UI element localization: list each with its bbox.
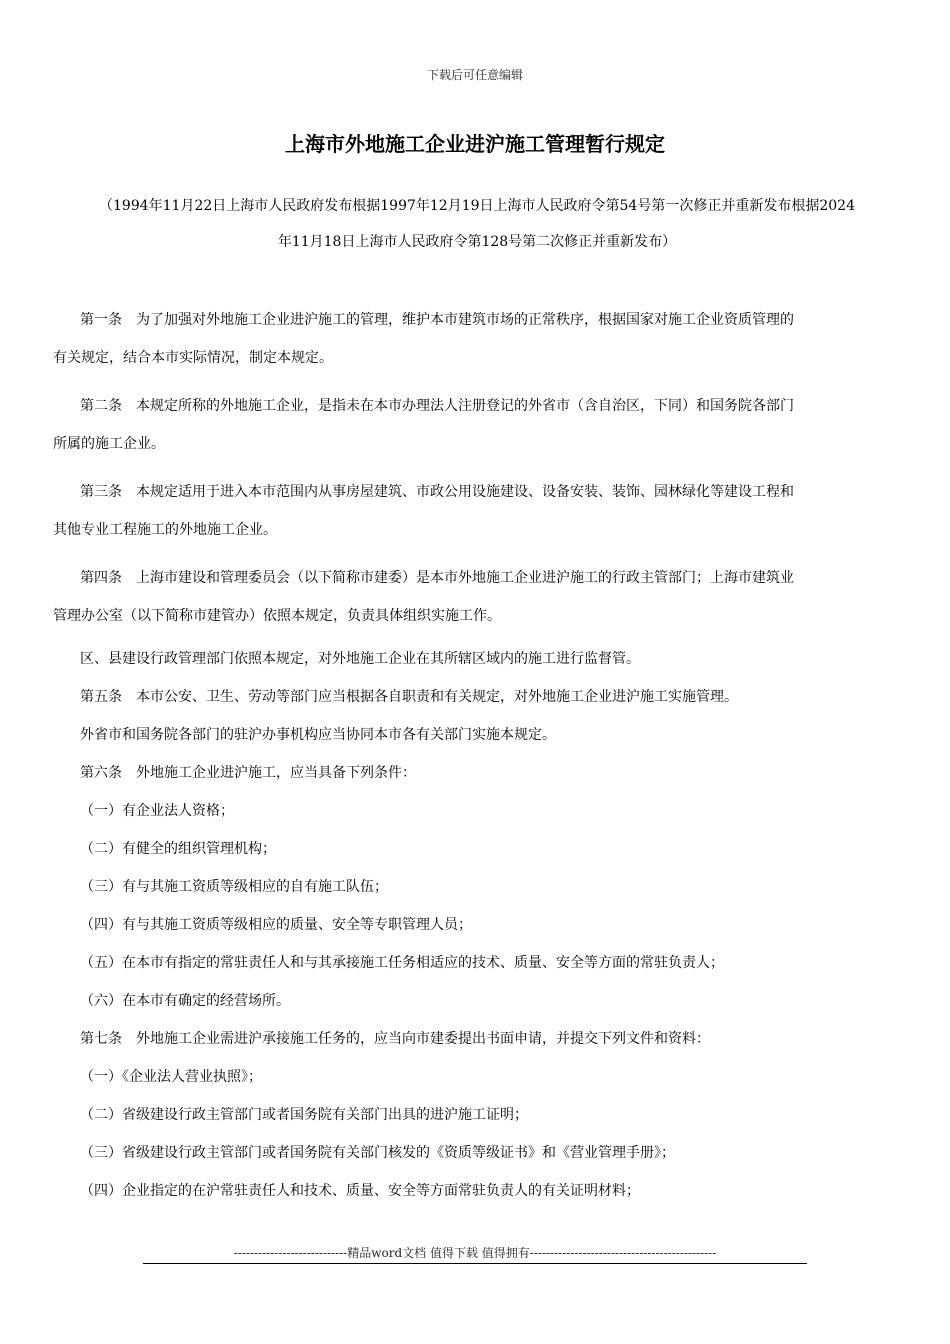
article-4-paragraph-2: 区、县建设行政管理部门依照本规定，对外地施工企业在其所辖区域内的施工进行监督管。 [80,651,640,667]
footer-text: ----------------------------精品word文档 值得下载 值得拥有---------------------------------------------- [233,1246,717,1260]
subtitle-line-2: 年11月18日上海市人民政府令第128号第二次修正并重新发布） [277,234,677,250]
document-body [53,301,894,1215]
article-2-line-1: 第二条 本规定所称的外地施工企业，是指未在本市办理法人注册登记的外省市（含自治区，下同）和国务院各部门 [80,398,794,414]
document-title: 上海市外地施工企业进沪施工管理暂行规定 [285,132,665,156]
article-6-item: （六）在本市有确定的经营场所。 [80,993,290,1009]
article-7: 第七条 外地施工企业需进沪承接施工任务的，应当向市建委提出书面申请，并提交下列文件和资料： [80,1031,710,1047]
article-4-line-2: 管理办公室（以下简称市建管办）依照本规定，负责具体组织实施工作。 [53,608,501,624]
article-3 [53,473,894,549]
document-subtitle [44,188,910,260]
article-6: 第六条 外地施工企业进沪施工，应当具备下列条件： [80,765,416,781]
article-4-line-1: 第四条 上海市建设和管理委员会（以下简称市建委）是本市外地施工企业进沪施工的行政主管部门；上海市建筑业 [80,570,794,586]
article-1-line-2: 有关规定，结合本市实际情况，制定本规定。 [53,350,333,366]
article-1-line-1: 第一条 为了加强对外地施工企业进沪施工的管理，维护本市建筑市场的正常秩序，根据国家对施工企业资质管理的 [80,312,794,328]
footer-divider [143,1263,807,1264]
article-2-line-2: 所属的施工企业。 [53,436,165,452]
article-3-line-2: 其他专业工程施工的外地施工企业。 [53,522,277,538]
article-7-item: （二）省级建设行政主管部门或者国务院有关部门出具的进沪施工证明； [80,1107,528,1123]
article-6-item: （二）有健全的组织管理机构； [80,841,276,857]
article-3-line-1: 第三条 本规定适用于进入本市范围内从事房屋建筑、市政公用设施建设、设备安装、装饰、园林绿化等建设工程和 [80,484,794,500]
article-5: 第五条 本市公安、卫生、劳动等部门应当根据各自职责和有关规定，对外地施工企业进沪施工实施管理。 [80,689,738,705]
article-4 [53,559,894,635]
article-6-item: （三）有与其施工资质等级相应的自有施工队伍； [80,879,388,895]
article-6-item: （四）有与其施工资质等级相应的质量、安全等专职管理人员； [80,917,472,933]
article-7-item: （三）省级建设行政主管部门或者国务院有关部门核发的《资质等级证书》和《营业管理手册》； [80,1145,675,1161]
article-7-item: （四）企业指定的在沪常驻责任人和技术、质量、安全等方面常驻负责人的有关证明材料； [80,1183,640,1199]
article-6-item: （五）在本市有指定的常驻责任人和与其承接施工任务相适应的技术、质量、安全等方面的常驻负责人； [80,955,724,971]
article-7-item: （一）《企业法人营业执照》； [80,1069,262,1085]
article-5-paragraph-2: 外省市和国务院各部门的驻沪办事机构应当协同本市各有关部门实施本规定。 [80,727,556,743]
article-2 [53,387,894,463]
subtitle-line-1: （1994年11月22日上海市人民政府发布根据1997年12月19日上海市人民政府令第54号第一次修正并重新发布根据2024 [99,198,855,214]
header-note: 下载后可任意编辑 [426,68,523,82]
article-1 [53,301,894,377]
article-6-item: （一）有企业法人资格； [80,803,234,819]
